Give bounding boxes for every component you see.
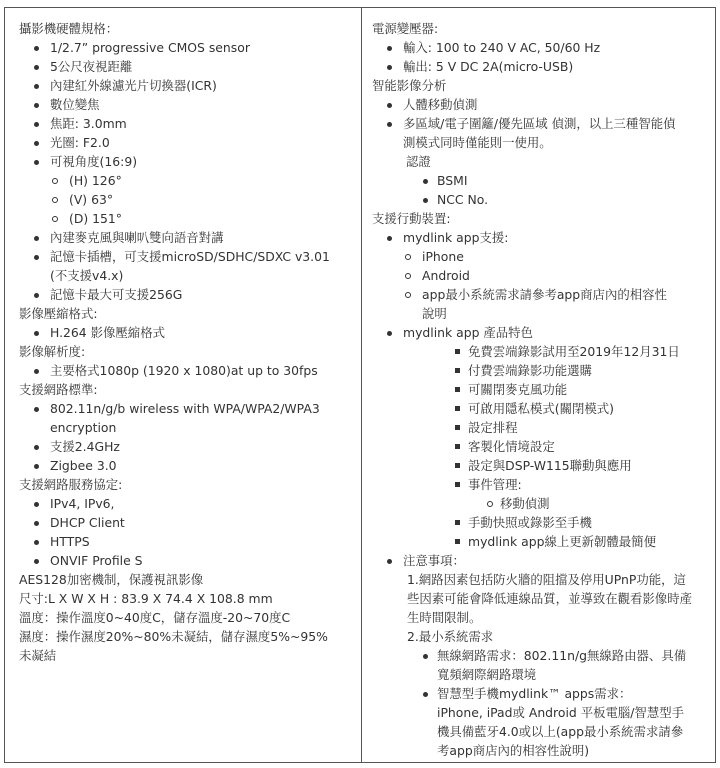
humidity-text-continued: 未凝結 [19, 648, 57, 663]
feature-item: 免費雲端錄影試用至2019年12月31日 [372, 342, 706, 361]
certification-title: 認證 [406, 154, 431, 169]
list-item: Zigbee 3.0 [19, 456, 355, 475]
feature-item: 設定排程 [372, 418, 706, 437]
list-item: 1/2.7” progressive CMOS sensor [19, 38, 355, 57]
note-1-line: 些因素可能會降低連線品質，並導致在觀看影像時產 [407, 591, 692, 606]
list-item: 光圈: F2.0 [19, 133, 355, 152]
list-item: mydlink app 產品特色 [372, 323, 706, 342]
list-item-continued: (不支援v4.x) [50, 268, 124, 283]
size-text: 尺寸:L X W X H : 83.9 X 74.4 X 108.8 mm [19, 591, 273, 606]
list-item: 802.11n/g/b wireless with WPA/WPA2/WPA3 [19, 399, 355, 418]
list-item: 5公尺夜視距離 [19, 57, 355, 76]
list-item: mydlink app支援: [372, 228, 706, 247]
feature-item: mydlink app線上更新韌體最簡便 [372, 532, 706, 551]
note-1-line: 1.網路因素包括防火牆的阻擋及停用UPnP功能，這 [407, 572, 686, 587]
list-item: 輸出: 5 V DC 2A(micro-USB) [372, 57, 706, 76]
requirement-item-continued: iPhone, iPad或 Android 平板電腦/智慧型手 [437, 705, 684, 720]
requirement-item: 智慧型手機mydlink™ apps需求： [372, 684, 706, 703]
temperature-text: 溫度：操作溫度0~40度C，儲存溫度-20~70度C [19, 610, 291, 625]
list-item: NCC No. [372, 190, 706, 209]
protocol-title: 支援網路服務協定: [19, 477, 123, 492]
feature-item: 設定與DSP-W115聯動與應用 [372, 456, 706, 475]
feature-item: 客製化情境設定 [372, 437, 706, 456]
sub-list-item: Android [372, 266, 706, 285]
camera-spec-title: 攝影機硬體規格： [19, 21, 119, 36]
sub-list-item: app最小系統需求請參考app商店內的相容性 [372, 285, 706, 304]
list-item: IPv4, IPv6, [19, 494, 355, 513]
requirement-item: 無線網路需求：802.11n/g無線路由器、具備 [372, 646, 706, 665]
feature-item: 事件管理: [372, 475, 706, 494]
power-title: 電源變壓器: [372, 21, 439, 36]
list-item: 支援2.4GHz [19, 437, 355, 456]
notes-title: 注意事項： [372, 551, 706, 570]
feature-item: 可啟用隱私模式(關閉模式) [372, 399, 706, 418]
sub-list-item: iPhone [372, 247, 706, 266]
sub-list-item-continued: 說明 [422, 306, 447, 321]
note-2-title: 2.最小系統需求 [407, 629, 494, 644]
sub-list-item: (H) 126° [19, 171, 355, 190]
list-item: HTTPS [19, 532, 355, 551]
devices-title: 支援行動裝置: [372, 211, 451, 226]
list-item: 內建紅外線濾光片切換器(ICR) [19, 76, 355, 95]
list-item: BSMI [372, 171, 706, 190]
compression-title: 影像壓縮格式: [19, 306, 98, 321]
list-item-continued: 測模式同時僅能則一使用。 [403, 135, 552, 150]
list-item: 可視角度(16:9) [19, 152, 355, 171]
list-item: 內建麥克風與喇叭雙向語音對講 [19, 228, 355, 247]
list-item: ONVIF Profile S [19, 551, 355, 570]
list-item: 數位變焦 [19, 95, 355, 114]
feature-item: 付費雲端錄影功能選購 [372, 361, 706, 380]
list-item-continued: encryption [50, 420, 117, 435]
humidity-text: 濕度：操作濕度20%~80%未凝結，儲存濕度5%~95% [19, 629, 328, 644]
requirement-item-continued: 寬頻網際網路環境 [437, 667, 537, 682]
smart-analysis-title: 智能影像分析 [372, 78, 447, 93]
note-1-line: 生時間限制。 [407, 610, 482, 625]
left-column [19, 19, 355, 665]
list-item: DHCP Client [19, 513, 355, 532]
list-item: 記憶卡最大可支援256G [19, 285, 355, 304]
list-item: 主要格式1080p (1920 x 1080)at up to 30fps [19, 361, 355, 380]
list-item: 多區域/電子圍籬/優先區域 偵測，以上三種智能偵 [372, 114, 706, 133]
sub-list-item: (V) 63° [19, 190, 355, 209]
list-item: 焦距: 3.0mm [19, 114, 355, 133]
requirement-item-continued: 機具備藍牙4.0或以上(app最小系統需求請參 [437, 724, 684, 739]
list-item: 人體移動偵測 [372, 95, 706, 114]
list-item: 記憶卡插槽，可支援microSD/SDHC/SDXC v3.01 [19, 247, 355, 266]
column-divider [361, 7, 362, 763]
feature-item: 可關閉麥克風功能 [372, 380, 706, 399]
right-column [372, 19, 706, 760]
network-title: 支援網路標準: [19, 382, 98, 397]
resolution-title: 影像解析度: [19, 344, 86, 359]
aes-text: AES128加密機制，保護視訊影像 [19, 572, 204, 587]
sub-list-item: (D) 151° [19, 209, 355, 228]
list-item: H.264 影像壓縮格式 [19, 323, 355, 342]
list-item: 輸入: 100 to 240 V AC, 50/60 Hz [372, 38, 706, 57]
feature-sub-item: 移動偵測 [372, 494, 706, 513]
requirement-item-continued: 考app商店內的相容性說明) [437, 743, 590, 758]
feature-item: 手動快照或錄影至手機 [372, 513, 706, 532]
